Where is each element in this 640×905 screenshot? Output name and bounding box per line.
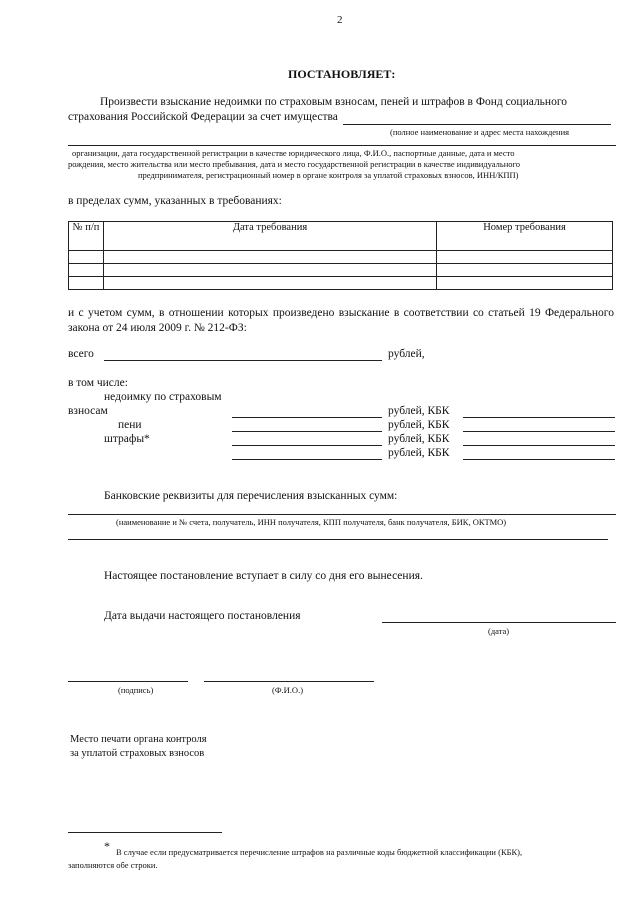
arrears-label-b: взносам [68, 405, 108, 417]
breakdown-label: в том числе: [68, 377, 128, 389]
footnote-mark: * [104, 839, 110, 853]
table-cell[interactable] [104, 264, 437, 277]
arrears-amount-field[interactable] [232, 417, 382, 418]
table-cell[interactable] [104, 277, 437, 290]
issue-date-label: Дата выдачи настоящего постановления [104, 610, 301, 622]
issue-date-field[interactable] [382, 622, 616, 623]
col-header-date: Дата требования [104, 222, 437, 251]
fines-unit-kbk: рублей, КБК [388, 433, 450, 445]
fines-kbk-field[interactable] [463, 445, 615, 446]
total-amount-field[interactable] [104, 360, 382, 361]
fines2-unit-kbk: рублей, КБК [388, 447, 450, 459]
penalties-amount-field[interactable] [232, 431, 382, 432]
seal-line1: Место печати органа контроля [70, 734, 207, 745]
table-row [69, 264, 613, 277]
col-header-number: Номер требования [437, 222, 613, 251]
arrears-kbk-field[interactable] [463, 417, 615, 418]
property-owner-field-line-2[interactable] [68, 145, 616, 146]
property-owner-field-line[interactable] [343, 124, 611, 125]
col-header-num: № п/п [69, 222, 104, 251]
intro-caption3: рождения, место жительства или место пребывания, дата и место государственной регистрации в качестве индивидуального [68, 159, 521, 169]
table-row [69, 251, 613, 264]
penalties-unit-kbk: рублей, КБК [388, 419, 450, 431]
requirements-table [68, 221, 613, 290]
fines-kbk-field-2[interactable] [463, 459, 615, 460]
bank-details-field[interactable] [68, 514, 616, 515]
decree-heading: ПОСТАНОВЛЯЕТ: [288, 67, 396, 81]
effective-text: Настоящее постановление вступает в силу со дня его вынесения. [104, 570, 423, 582]
fines-amount-field-2[interactable] [232, 459, 382, 460]
intro-caption2: организации, дата государственной регистрации в качестве юридического лица, Ф.И.О., паспортные данные, дата и место [72, 148, 515, 158]
issue-date-caption: (дата) [488, 626, 510, 636]
table-cell[interactable] [437, 277, 613, 290]
considering-text: и с учетом сумм, в отношении которых произведено взыскание в соответствии со статьей 19 Федерального закона от 24 июля 2009 г. № 212-ФЗ: [68, 307, 614, 334]
arrears-label-a: недоимку по страховым [104, 391, 222, 403]
bank-label: Банковские реквизиты для перечисления взысканных сумм: [104, 490, 398, 502]
fines-label: штрафы* [104, 433, 150, 445]
total-label: всего [68, 348, 94, 360]
table-cell[interactable] [104, 251, 437, 264]
full-name-field[interactable] [204, 681, 374, 682]
table-row [69, 277, 613, 290]
full-name-caption: (Ф.И.О.) [272, 685, 304, 695]
table-cell[interactable] [69, 264, 104, 277]
footnote-line2: заполняются обе строки. [68, 860, 158, 870]
intro-caption4: предпринимателя, регистрационный номер в органе контроля за уплатой страховых взносов, ИНН/КПП) [138, 170, 519, 180]
fines-amount-field[interactable] [232, 445, 382, 446]
bank-details-field-2[interactable] [68, 539, 608, 540]
within-text: в пределах сумм, указанных в требованиях: [68, 195, 282, 207]
penalties-kbk-field[interactable] [463, 431, 615, 432]
intro-line2: страхования Российской Федерации за счет имущества [68, 111, 338, 123]
total-unit: рублей, [388, 348, 425, 360]
intro-caption1: (полное наименование и адрес места нахождения [390, 127, 570, 137]
footnote-separator [68, 832, 222, 833]
table-cell[interactable] [69, 251, 104, 264]
table-cell[interactable] [437, 251, 613, 264]
arrears-unit-kbk: рублей, КБК [388, 405, 450, 417]
bank-caption: (наименование и № счета, получатель, ИНН получателя, КПП получателя, банк получателя, БИК, ОКТМО) [116, 517, 507, 527]
seal-line2: за уплатой страховых взносов [70, 748, 205, 759]
table-cell[interactable] [437, 264, 613, 277]
table-cell[interactable] [69, 277, 104, 290]
intro-line1: Произвести взыскание недоимки по страховым взносам, пеней и штрафов в Фонд социального [100, 96, 568, 108]
signature-caption: (подпись) [118, 685, 154, 695]
page-number: 2 [337, 14, 343, 26]
signature-field[interactable] [68, 681, 188, 682]
footnote-line1: В случае если предусматривается перечисление штрафов на различные коды бюджетной классификации (КБК), [116, 847, 523, 857]
penalties-label: пени [118, 419, 142, 431]
